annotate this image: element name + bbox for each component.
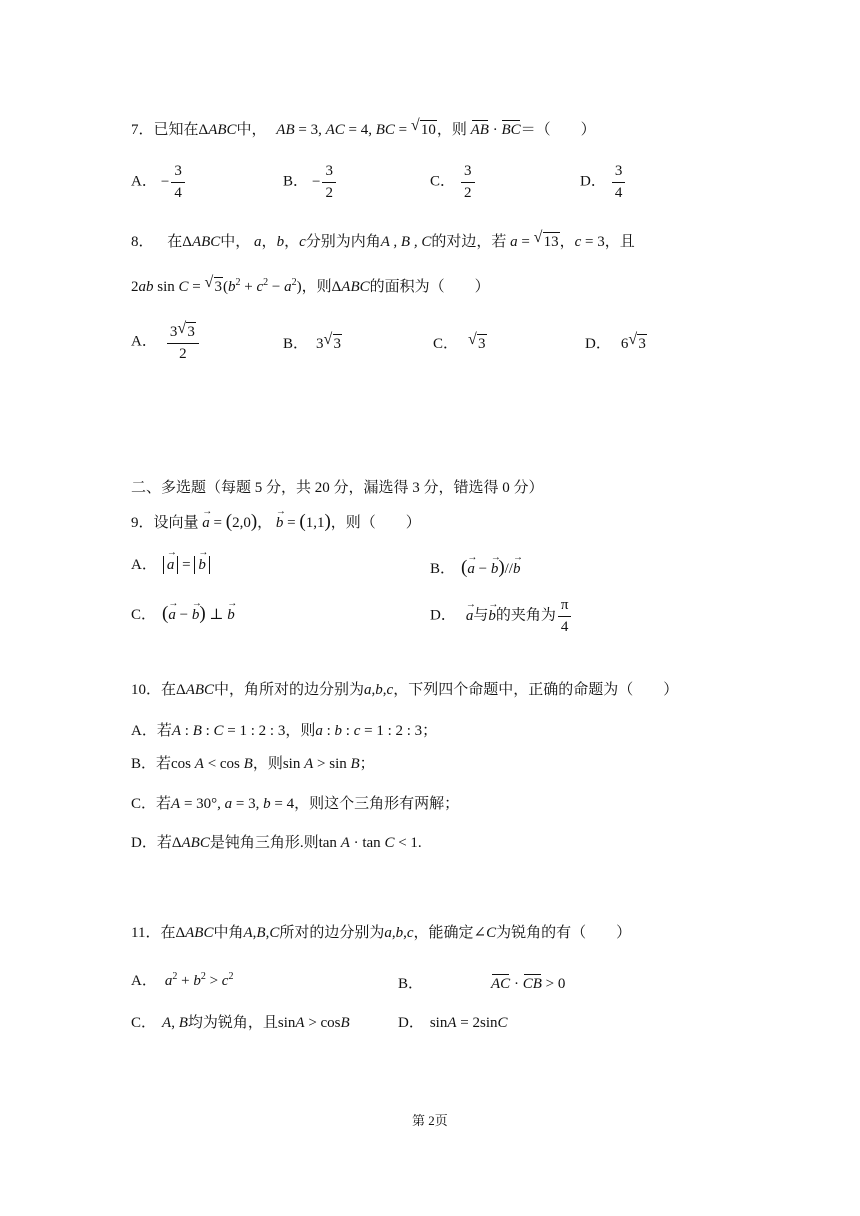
math-expression: a = √ 13 <box>510 229 559 250</box>
math-expression: cos A < cos B <box>171 756 253 772</box>
section-title: 二、多选题（每题 5 分，共 20 分，漏选得 3 分，错选得 0 分） <box>131 480 544 496</box>
math-expression: ( → a − → b)// → b <box>461 552 523 578</box>
math-expression: sin A > sin B <box>282 756 360 772</box>
math-expression: A , B , C <box>380 234 432 250</box>
question-8: 8． 在ΔABC中， a，b，c分别为内角A , B , C的对边，若 a = √ 13，c = 3，且 <box>131 229 635 250</box>
math-expression: $a^2 + b^2 > c^2$ <box>164 971 234 989</box>
option-d[interactable]: D． $\frac{3}{4}$ <box>580 163 627 201</box>
math-expression: ΔABC <box>175 925 214 941</box>
question-number: 8． <box>131 234 154 250</box>
math-expression: A = 30°, a = 3, b = 4 <box>171 796 295 812</box>
question-8-line-2: 2ab sin C = √ $3(b^2 + c^2 - a^2)$，则ΔABC的面积为（ ） <box>131 274 490 295</box>
option-d[interactable]: D． 6 √ 3 <box>585 331 646 352</box>
option-a[interactable]: A． 3 √ 3 2 <box>131 322 201 362</box>
math-expression: a <box>364 682 372 698</box>
math-expression: AC · CB > 0 <box>491 976 565 992</box>
question-7: 7．已知在ΔABC中， AB = 3, AC = 4, BC = √ 10，则 AB · BC＝（ ） <box>131 117 596 138</box>
math-expression: c = 3 <box>574 234 605 250</box>
math-expression: √ 3 <box>468 331 486 352</box>
option-b[interactable]: B． ( → a − → b)// → b <box>430 552 523 578</box>
fraction: $\frac{3}{2}$ <box>461 163 475 201</box>
math-expression: ∠C <box>473 925 497 941</box>
math-expression: sinA > cosB <box>277 1015 350 1031</box>
fraction: $\frac{\pi}{4}$ <box>558 597 572 635</box>
option-c[interactable]: C． A, B均为锐角，且sinA > cosB <box>131 1015 350 1031</box>
question-11: 11．在ΔABC中角A,B,C所对的边分别为a,b,c，能确定∠C为锐角的有（ ） <box>131 925 632 941</box>
question-9: 9．设向量 → a = (2,0)， → b = (1,1)，则（ ） <box>131 506 421 532</box>
math-expression: ΔABC <box>198 122 237 138</box>
option-a[interactable]: A． $a^2 + b^2 > c^2$ <box>131 971 234 989</box>
page-number: 第 2页 <box>412 1113 448 1128</box>
fraction: $\frac{3}{2}$ <box>322 163 336 201</box>
question-10: 10．在ΔABC中，角所对的边分别为a,b,c，下列四个命题中，正确的命题为（ ） <box>131 682 679 698</box>
math-expression: a <box>254 234 262 250</box>
option-b[interactable]: B． AC · CB > 0 <box>398 972 565 992</box>
option-a[interactable]: A． → a = → b <box>131 547 209 573</box>
fraction: $\frac{3}{4}$ <box>612 163 626 201</box>
math-expression: A : B : C = 1 : 2 : 3 <box>171 723 286 739</box>
math-expression: 3 √ 3 <box>316 331 342 352</box>
math-expression: sinA = 2sinC <box>429 1015 508 1031</box>
option-d[interactable]: D．若ΔABC是钝角三角形.则tan A · tan C < 1. <box>131 835 422 851</box>
question-number: 11． <box>131 925 161 941</box>
math-expression: ΔABC <box>176 682 215 698</box>
math-expression: ΔABC <box>182 234 221 250</box>
math-expression: → a = → b <box>163 557 210 573</box>
math-expression: tan A · tan C < 1 <box>318 835 418 851</box>
math-expression: A, B <box>162 1015 188 1031</box>
math-expression: ΔABC <box>331 279 370 295</box>
math-expression: a <box>384 925 392 941</box>
option-a[interactable]: A． − $\frac{3}{4}$ <box>131 163 187 201</box>
option-c[interactable]: C． √ 3 <box>433 331 486 352</box>
math-expression: A <box>243 925 253 941</box>
fraction: 3 √ 3 2 <box>167 322 199 362</box>
math-expression: 2ab sin C = √ $3(b^2 + c^2 - a^2)$ <box>131 274 302 295</box>
question-number: 10． <box>131 682 162 698</box>
math-expression: a : b : c = 1 : 2 : 3 <box>315 723 423 739</box>
option-a[interactable]: A．若A : B : C = 1 : 2 : 3，则a : b : c = 1 : 2 : 3； <box>131 723 438 739</box>
option-b[interactable]: B．若cos A < cos B，则sin A > sin B； <box>131 756 375 772</box>
option-d[interactable]: D． sinA = 2sinC <box>398 1015 508 1031</box>
question-number: 7． <box>131 122 154 138</box>
math-expression: AB = 3, AC = 4, BC = √ 10 <box>276 117 436 138</box>
option-b[interactable]: B． − $\frac{3}{2}$ <box>283 163 338 201</box>
math-expression: → a = (2,0) <box>202 506 258 532</box>
math-expression: ( → a − → b) ⊥ → b <box>162 598 238 624</box>
math-expression: ΔABC <box>171 835 210 851</box>
option-c[interactable]: C． ( → a − → b) ⊥ → b <box>131 598 238 624</box>
option-b[interactable]: B． 3 √ 3 <box>283 331 342 352</box>
math-expression: → b = (1,1) <box>275 506 331 532</box>
option-c[interactable]: C． $\frac{3}{2}$ <box>430 163 477 201</box>
math-expression: AB · BC <box>471 122 521 138</box>
question-number: 9． <box>131 515 154 531</box>
option-d[interactable]: D． → a与 → b的夹角为 $\frac{\pi}{4}$ <box>430 597 573 635</box>
math-expression: 6 √ 3 <box>620 331 646 352</box>
fraction: $\frac{3}{4}$ <box>171 163 185 201</box>
option-c[interactable]: C．若A = 30°, a = 3, b = 4，则这个三角形有两解； <box>131 796 460 812</box>
